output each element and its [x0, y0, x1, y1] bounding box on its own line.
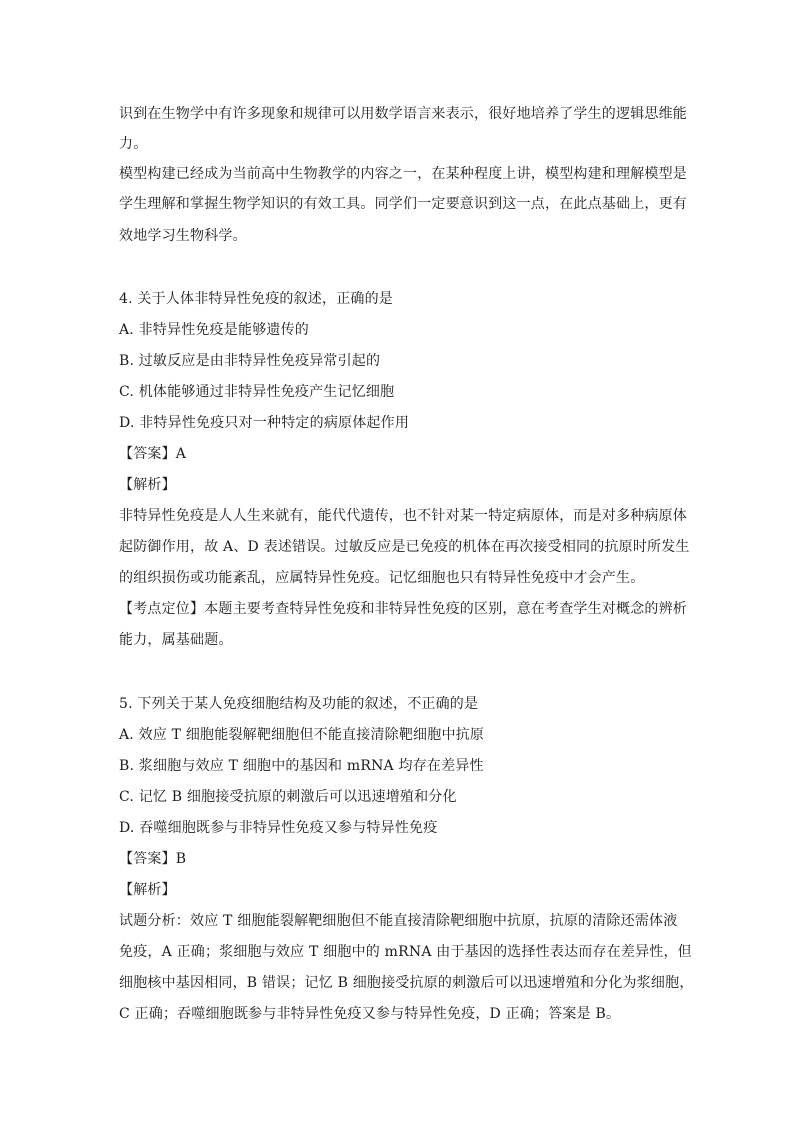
- q4-option-d: D. 非特异性免疫只对一种特定的病原体起作用: [119, 415, 410, 431]
- q4-analysis-line-2: 起防御作用，故 A、D 表述错误。过敏反应是已免疫的机体在再次接受相同的抗原时所发生: [119, 539, 690, 555]
- intro-line-1: 识到在生物学中有许多现象和规律可以用数学语言来表示，很好地培养了学生的逻辑思维能: [119, 106, 687, 122]
- q4-option-a: A. 非特异性免疫是能够遗传的: [119, 322, 310, 338]
- q5-option-d: D. 吞噬细胞既参与非特异性免疫又参与特异性免疫: [119, 820, 438, 836]
- intro-line-2: 力。: [119, 136, 148, 152]
- intro-line-3: 模型构建已经成为当前高中生物教学的内容之一，在某种程度上讲，模型构建和理解模型是: [119, 166, 687, 182]
- q4-stem: 4. 关于人体非特异性免疫的叙述，正确的是: [119, 291, 394, 307]
- q5-analysis-line-3: 细胞核中基因相同，B 错误；记忆 B 细胞接受抗原的刺激后可以迅速增殖和分化为浆细胞，: [119, 975, 694, 991]
- q5-analysis-line-4: C 正确；吞噬细胞既参与非特异性免疫又参与特异性免疫，D 正确；答案是 B。: [119, 1006, 621, 1022]
- q4-option-c: C. 机体能够通过非特异性免疫产生记忆细胞: [119, 384, 395, 400]
- q5-option-a: A. 效应 T 细胞能裂解靶细胞但不能直接清除靶细胞中抗原: [119, 727, 485, 743]
- q5-stem: 5. 下列关于某人免疫细胞结构及功能的叙述，不正确的是: [119, 696, 479, 712]
- q5-analysis-label: 【解析】: [119, 882, 176, 898]
- q5-analysis-line-2: 免疫，A 正确；浆细胞与效应 T 细胞中的 mRNA 由于基因的选择性表达而存在差异性，但: [119, 944, 692, 960]
- q4-key-point-line-2: 能力，属基础题。: [119, 632, 233, 648]
- intro-line-4: 学生理解和掌握生物学知识的有效工具。同学们一定要意识到这一点，在此点基础上，更有: [119, 196, 687, 212]
- q5-analysis-line-1: 试题分析：效应 T 细胞能裂解靶细胞但不能直接清除靶细胞中抗原，抗原的清除还需体液: [119, 913, 678, 929]
- q4-option-b: B. 过敏反应是由非特异性免疫异常引起的: [119, 353, 381, 369]
- q5-option-b: B. 浆细胞与效应 T 细胞中的基因和 mRNA 均存在差异性: [119, 758, 484, 774]
- intro-line-5: 效地学习生物科学。: [119, 228, 247, 244]
- q4-analysis-label: 【解析】: [119, 477, 176, 493]
- q5-option-c: C. 记忆 B 细胞接受抗原的刺激后可以迅速增殖和分化: [119, 789, 457, 805]
- q4-answer: 【答案】A: [119, 446, 187, 462]
- q4-analysis-line-3: 的组织损伤或功能紊乱，应属特异性免疫。记忆细胞也只有特异性免疫中才会产生。: [119, 570, 645, 586]
- q4-key-point-line-1: 【考点定位】本题主要考查特异性免疫和非特异性免疫的区别，意在考查学生对概念的辨析: [119, 601, 687, 617]
- q4-analysis-line-1: 非特异性免疫是人人生来就有，能代代遗传，也不针对某一特定病原体，而是对多种病原体: [119, 508, 687, 524]
- q5-answer: 【答案】B: [119, 851, 187, 867]
